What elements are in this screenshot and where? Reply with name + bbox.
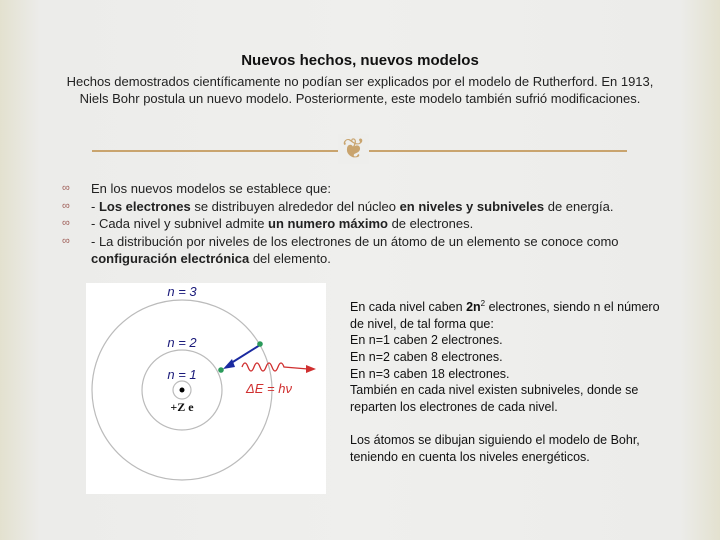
label-energy: ΔE = hν [246,381,292,396]
list-item [58,215,668,233]
text: del elemento. [249,251,331,266]
bold-text: configuración electrónica [91,251,250,266]
text: En los nuevos modelos se establece que: [91,181,331,196]
bullet-icon: ∞ [62,182,70,194]
label-n2: n = 2 [167,335,197,350]
electron [257,341,263,347]
bullet-list [58,180,668,268]
text: En n=1 caben 2 electrones. [350,333,503,348]
bold-text: en niveles y subniveles [399,198,545,214]
bullet-icon: ∞ [62,199,70,212]
list-item [58,180,668,198]
list-item [58,233,668,268]
electron [218,367,224,373]
label-n1: n = 1 [167,367,197,382]
text: de electrones. [387,216,474,231]
list-item [58,198,668,216]
ornament-icon: ❦ [338,134,369,164]
bold-text: un numero máximo [268,216,388,231]
bohr-paragraph: Los átomos se dibujan siguiendo el modelo de Bohr, teniendo en cuenta los niveles energéticos. [350,433,640,464]
photon-wave [242,363,308,371]
slide-title: Nuevos hechos, nuevos modelos [241,52,479,69]
superscript: 2 [480,299,486,308]
text: En cada nivel caben [350,300,467,315]
label-nucleus: +Z e [170,400,194,414]
nucleus [180,388,185,393]
bold-text: Los electrones [98,198,191,214]
bohr-model-diagram [86,283,326,494]
label-n3: n = 3 [167,284,197,299]
text: electrones, siendo n el número de nivel, de tal forma que: [350,300,660,331]
formula: 2n [466,300,481,315]
bullet-icon: ∞ [62,234,70,247]
arrow-head [223,359,235,369]
text: En n=2 caben 8 electrones. [350,349,503,364]
text: En n=3 caben 18 electrones. [350,366,510,381]
bullet-icon: ∞ [62,217,70,229]
text: - La distribución por niveles de los electrones de un átomo de un elemento se conoce como [91,233,619,249]
text: - [91,198,99,214]
text: de energía. [544,198,614,214]
text: También en cada nivel existen subniveles, donde se reparten los electrones de cada nivel. [350,383,639,414]
levels-paragraph [350,296,660,415]
text: - Cada nivel y subnivel admite [91,216,269,231]
side-text [350,296,660,483]
text: se distribuyen alrededor del núcleo [190,198,400,214]
photon-arrow-head [306,365,316,373]
intro-text: Hechos demostrados científicamente no podían ser explicados por el modelo de Rutherford. En 1913, Niels Bohr postula un nuevo modelo. Posteriormente, este modelo también sufrió modificaciones. [66,74,654,106]
